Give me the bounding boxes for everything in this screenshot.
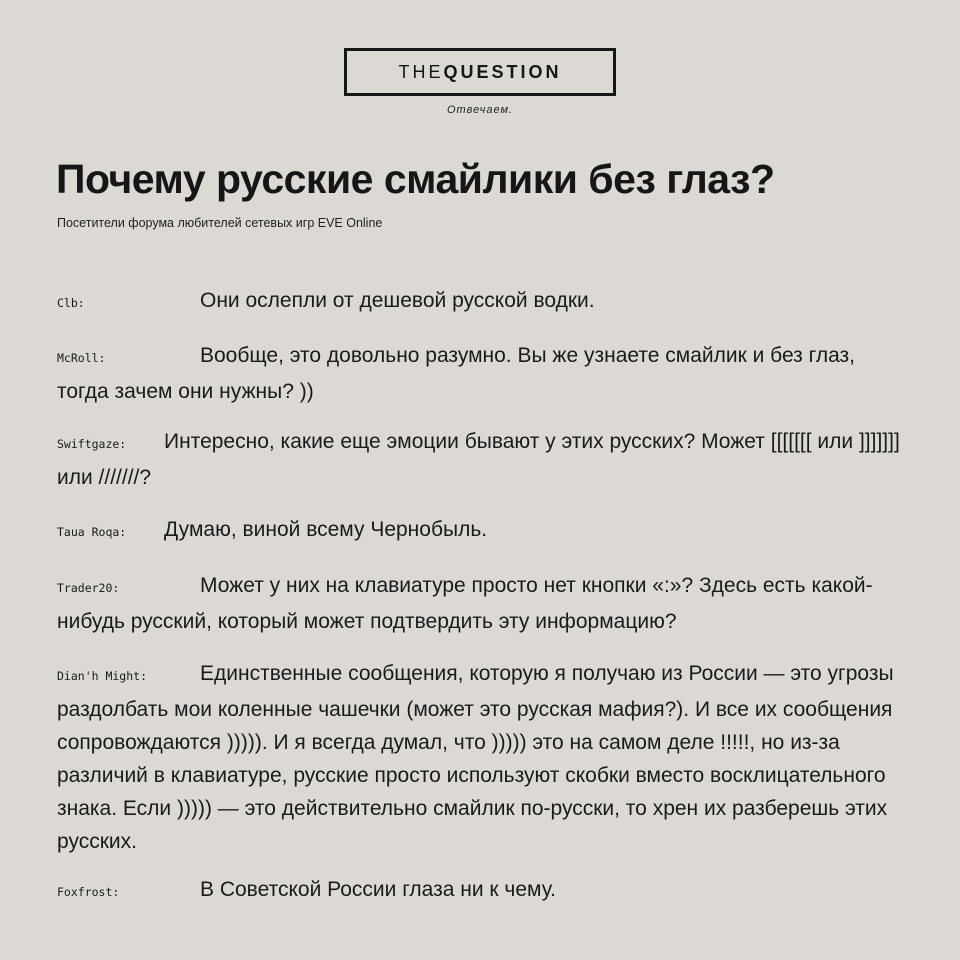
tagline: Отвечаем. [446,104,514,116]
logo-the: THE [398,61,444,82]
logo [344,48,616,96]
post-author: Clb: [57,296,85,310]
post-text: Интересно, какие еще эмоции бывают у этих русских? Может [[[[[[[ или ]]]]]]] или ///////? [57,430,900,489]
page-title: Почему русские смайлики без глаз? [56,156,775,202]
post-author: Dian'h Might: [57,669,148,683]
post-text: Они ослепли от дешевой русской водки. [200,289,595,312]
post-author: Foxfrost: [57,885,120,899]
post-author: Trader20: [57,581,120,595]
post-author: McRoll: [57,351,106,365]
post-author: Swiftgaze: [57,437,127,451]
forum-post [57,513,907,549]
forum-post [57,873,907,909]
page-subtitle: Посетители форума любителей сетевых игр EVE Online [57,216,383,230]
post-author: Taua Roqa: [57,525,127,539]
forum-post [57,569,907,638]
post-text: В Советской России глаза ни к чему. [200,878,556,901]
forum-post [57,425,907,494]
post-text: Единственные сообщения, которую я получаю из России — это угрозы раздолбать мои коленные чашечки (может это русская мафия?). И все их сообщения сопровождаются ))))). И я всегда думал, что ))))) это на самом деле !!!!!, но из-за различий в клавиатуре, русские просто используют скобки вместо восклицательного знака. Если ))))) — это действительно смайлик по-русски, то хрен их разберешь этих русских. [57,662,894,853]
forum-post [57,657,907,858]
forum-post [57,284,907,320]
forum-post [57,339,907,408]
post-text: Думаю, виной всему Чернобыль. [164,518,488,541]
post-text: Может у них на клавиатуре просто нет кнопки «:»? Здесь есть какой-нибудь русский, который может подтвердить эту информацию? [57,574,873,633]
post-text: Вообще, это довольно разумно. Вы же узнаете смайлик и без глаз, тогда зачем они нужны? )) [57,344,855,403]
logo-question: QUESTION [443,61,562,82]
